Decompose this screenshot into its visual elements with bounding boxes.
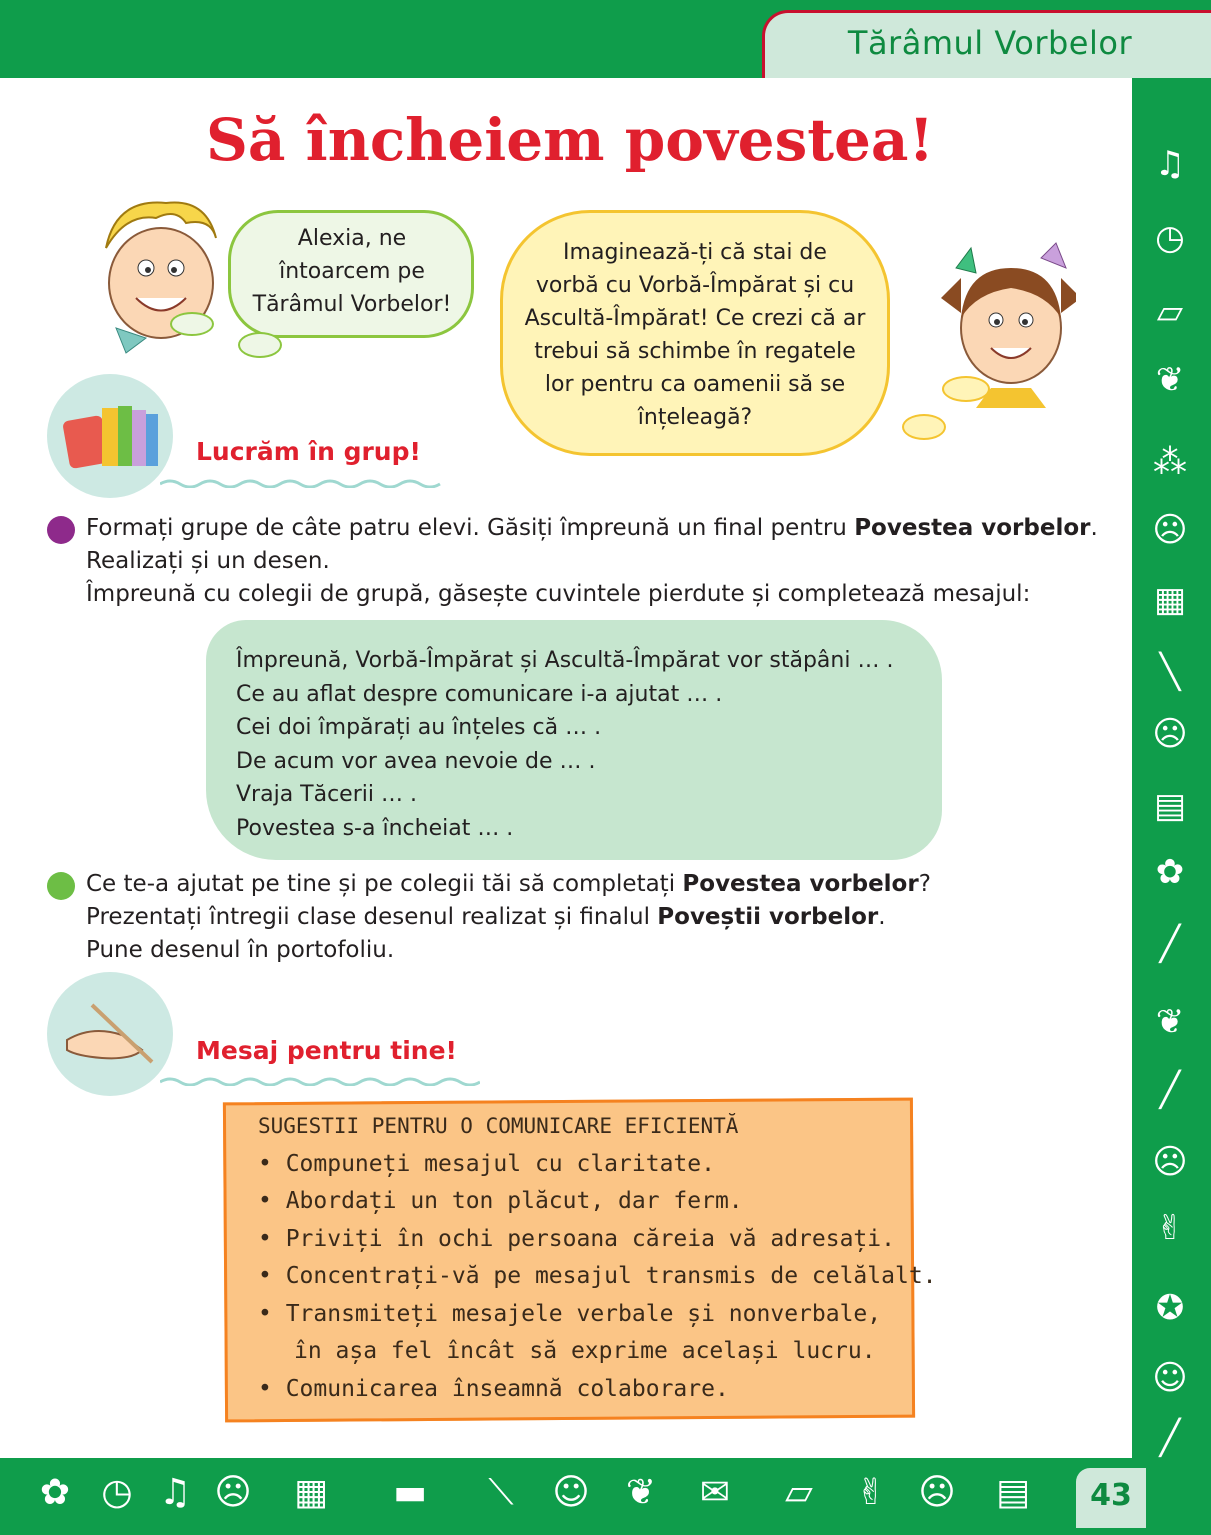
music-icon: ♫	[1154, 144, 1186, 184]
thought-puff	[238, 332, 282, 358]
palette-icon: ✿	[39, 1472, 71, 1513]
boy-speech-line: Tărâmul Vorbelor!	[252, 292, 452, 317]
message-title: Mesaj pentru tine!	[196, 1036, 457, 1065]
girl-speech-line: înțeleagă?	[637, 405, 753, 430]
calendar-icon: ▦	[293, 1472, 328, 1513]
task1-line2: Realizați și un desen.	[86, 548, 330, 574]
fill-in-line: Împreună, Vorbă-Împărat și Ascultă-Împărat vor stăpâni … .	[236, 648, 894, 673]
victory-hand-icon: ✌	[1155, 1208, 1185, 1248]
books-icon	[58, 400, 168, 470]
fill-in-line: De acum vor avea nevoie de … .	[236, 748, 596, 774]
task2-text	[86, 868, 1116, 967]
eraser-icon: ▱	[1156, 292, 1184, 332]
pencil-icon: ╱	[1159, 924, 1181, 964]
task2-line1-end: ?	[918, 871, 931, 897]
task2-line2-end: .	[878, 904, 886, 930]
girl-speech-text	[515, 236, 875, 434]
group-work-title: Lucrăm în grup!	[196, 437, 421, 466]
angry-face-icon: ☹	[918, 1472, 956, 1513]
boy-speech-text	[232, 222, 472, 321]
task2-line1-text: Ce te-a ajutat pe tine și pe colegii tăi să completați	[86, 871, 683, 897]
calendar-icon: ▦	[1153, 580, 1187, 620]
girl-speech-line: Imaginează-ți că stai de	[563, 240, 827, 265]
pencil-icon: ╱	[1159, 1070, 1181, 1110]
suggestions-heading: SUGESTII PENTRU O COMUNICARE EFICIENTĂ	[258, 1114, 739, 1138]
brush-icon: ╱	[1159, 1418, 1181, 1458]
suggestions-text	[258, 1108, 937, 1408]
book-icon: ▬	[392, 1472, 427, 1513]
suggestion-item: • Compuneți mesajul cu claritate.	[258, 1150, 715, 1177]
apple-icon: ❦	[625, 1472, 657, 1513]
suggestion-item: • Concentrați-vă pe mesajul transmis de celălalt.	[258, 1263, 937, 1289]
angry-face-icon: ☹	[1152, 714, 1188, 754]
medal-icon: ✪	[1155, 1288, 1185, 1328]
eraser-icon: ▱	[785, 1472, 813, 1513]
purple-bullet	[47, 516, 75, 544]
notebook-icon: ▤	[1153, 786, 1187, 826]
suggestion-item: • Priviți în ochi persoana căreia vă adresați.	[258, 1225, 895, 1252]
task1-text	[86, 512, 1116, 611]
header-title: Tărâmul Vorbelor	[847, 24, 1133, 62]
girl-speech-line: trebui să schimbe în regatele	[534, 339, 856, 364]
suggestion-item: • Abordați un ton plăcut, dar ferm.	[258, 1188, 743, 1214]
toothbrush-icon: ⟍	[488, 1472, 514, 1513]
envelope-icon: ✉	[699, 1472, 731, 1513]
thought-puff	[902, 414, 946, 440]
fill-in-lines	[236, 644, 936, 845]
boy-speech-line: Alexia, ne	[297, 226, 407, 251]
victory-hand-icon: ✌	[855, 1472, 887, 1513]
sad-face-icon: ☹	[214, 1472, 252, 1513]
smiley-icon: ☺	[552, 1472, 590, 1513]
task2-line1-bold: Povestea vorbelor	[682, 871, 919, 897]
boy-speech-line: întoarcem pe	[279, 259, 425, 284]
side-icon-strip	[1132, 78, 1211, 1458]
task2-line2-text: Prezentați întregii clase desenul realizat și finalul	[86, 904, 658, 930]
smiley-icon: ☺	[1152, 1358, 1188, 1398]
suggestion-item: • Comunicarea înseamnă colaborare.	[258, 1375, 729, 1402]
task1-line1-end: .	[1090, 515, 1098, 541]
fill-in-line: Povestea s-a încheiat … .	[236, 815, 514, 841]
suggestion-item: • Transmiteți mesajele verbale și nonverbale,	[258, 1300, 882, 1327]
music-icon: ♫	[158, 1472, 192, 1513]
task1-line1-text: Formați grupe de câte patru elevi. Găsiți împreună un final pentru	[86, 515, 855, 541]
fill-in-line: Cei doi împărați au înțeles că … .	[236, 715, 602, 740]
sad-face-icon: ☹	[1152, 510, 1188, 550]
clock-icon: ◷	[101, 1472, 133, 1513]
apple-icon: ❦	[1155, 1002, 1185, 1042]
girl-speech-line: Ascultă-Împărat! Ce crezi că ar	[524, 306, 866, 331]
fill-in-line: Ce au aflat despre comunicare i-a ajutat … .	[236, 681, 723, 707]
shower-icon: ⁂	[1153, 442, 1187, 482]
sad-face-icon: ☹	[1152, 1142, 1188, 1182]
girl-speech-line: vorbă cu Vorbă-Împărat și cu	[535, 273, 855, 298]
thought-puff	[170, 312, 214, 336]
task2-line2-bold: Poveștii vorbelor	[657, 904, 879, 930]
clock-icon: ◷	[1155, 218, 1185, 258]
green-bullet	[47, 872, 75, 900]
writing-hand-icon	[62, 1000, 162, 1070]
suggestion-item-continued: în așa fel încât să exprime același lucru.	[294, 1338, 876, 1364]
page-number: 43	[1090, 1478, 1132, 1513]
task2-line3: Pune desenul în portofoliu.	[86, 937, 395, 963]
page-title: Să încheiem povestea!	[206, 106, 934, 174]
girl-illustration	[936, 238, 1076, 413]
fill-in-line: Vraja Tăcerii … .	[236, 782, 417, 807]
palette-icon: ✿	[1155, 852, 1185, 892]
wave-divider	[160, 478, 446, 488]
apple-icon: ❦	[1155, 360, 1185, 400]
girl-speech-line: lor pentru ca oamenii să se	[544, 372, 846, 397]
task1-line3: Împreună cu colegii de grupă, găsește cuvintele pierdute și completează mesajul:	[86, 581, 1031, 607]
toothbrush-icon: ╲	[1159, 652, 1181, 692]
wave-divider	[160, 1076, 480, 1086]
task1-line1-bold: Povestea vorbelor	[854, 515, 1091, 541]
notebook-icon: ▤	[995, 1472, 1030, 1513]
